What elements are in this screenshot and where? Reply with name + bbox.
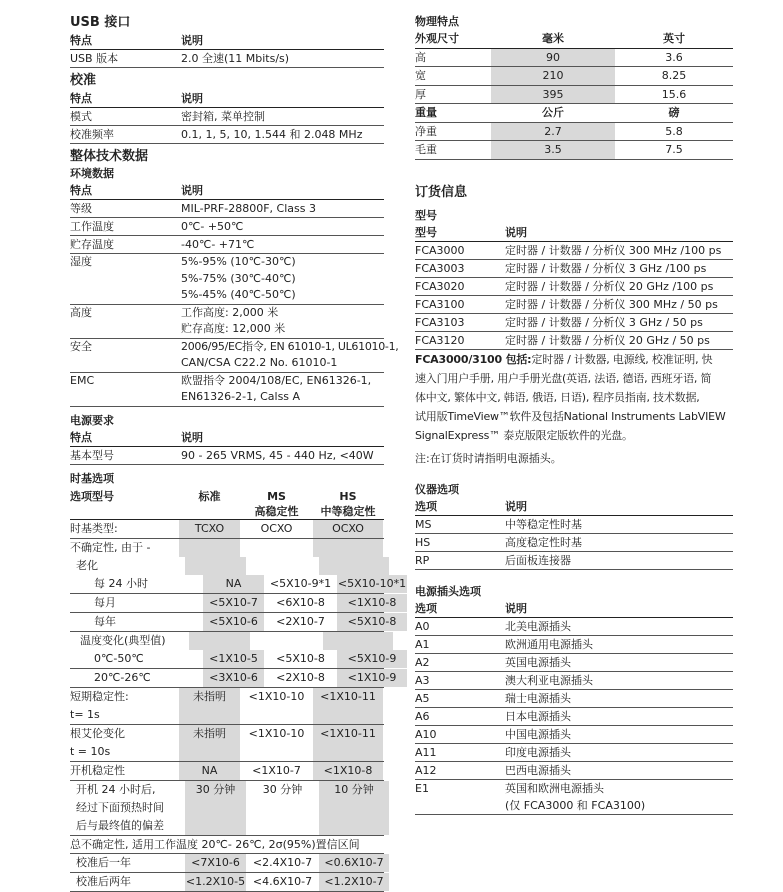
table-row: A3 澳大利亚电源插头 [415,672,733,690]
table-row: 不确定性, 由于 - [70,539,384,557]
table-row: 高 90 3.6 [415,49,733,68]
tech-title: 整体技术数据 [70,149,149,164]
table-row: 校准频率 0.1, 1, 5, 10, 1.544 和 2.048 MHz [70,126,384,144]
left-column [70,10,407,892]
order-title: 订货信息 [415,184,468,200]
cal-title: 校准 [70,73,97,88]
table-row: HS 高度稳定性时基 [415,534,733,552]
model-subtitle: 型号 [415,208,437,222]
weight-rows [415,123,733,160]
table-row: 等级 MIL-PRF-28800F, Class 3 [70,200,384,218]
table-row: A1 欧洲通用电源插头 [415,636,733,654]
table-row: 校准后两年 <1.2X10-5 <4.6X10-7 <1.2X10-7 [70,873,384,892]
table-row: 老化 [70,557,384,575]
table-row: 基本型号 90 - 265 VRMS, 45 - 440 Hz, <40W [70,447,384,465]
table-row: FCA3100 定时器 / 计数器 / 分析仪 300 MHz / 50 ps [415,296,733,314]
usb-title: USB 接口 [70,15,131,30]
table-row: 开机稳定性 NA <1X10-7 <1X10-8 [70,762,384,781]
table-row: FCA3103 定时器 / 计数器 / 分析仪 3 GHz / 50 ps [415,314,733,332]
table-row: 厚 395 15.6 [415,86,733,105]
table-row: 模式 密封箱, 菜单控制 [70,108,384,126]
table-row: 贮存温度 -40℃- +71℃ [70,236,384,254]
table-row: A2 英国电源插头 [415,654,733,672]
included-items: FCA3000/3100 包括:定时器 / 计数器, 电源线, 校准证明, 快 速入门用户手册, 用户手册光盘(英语, 法语, 德语, 西班牙语, 简 体中文, 繁体中文, 韩语, 俄语, 日语), 程序员指南, 技术数据, 试用版TimeView™软件及包括National Instruments LabVIEW SignalExpress™ 泰克版限定版软件的光盘。 [415,352,726,442]
table-row: 每年 <5X10-6 <2X10-7 <5X10-8 [70,613,384,632]
table-row: A5 瑞士电源插头 [415,690,733,708]
plug-header: 选项 说明 [415,600,733,618]
order-note: 注:在订货时请指明电源插头。 [415,451,562,465]
phys-rows [415,49,733,105]
instr-rows [415,516,733,570]
table-row: 根艾伦变化 未指明 <1X10-10 <1X10-11 [70,725,384,743]
usb-header: 特点 说明 [70,32,384,50]
table-row: 后与最终值的偏差 [70,817,384,836]
table-row: 校准后一年 <7X10-6 <2.4X10-7 <0.6X10-7 [70,854,384,873]
table-row: FCA3020 定时器 / 计数器 / 分析仪 20 GHz /100 ps [415,278,733,296]
total-uncertainty: 总不确定性, 适用工作温度 20℃- 26℃, 2σ(95%)置信区间 [70,836,384,854]
table-row: t = 10s [70,743,384,762]
timebase-title: 时基选项 [70,471,114,485]
table-row: USB 版本 2.0 全速(11 Mbits/s) [70,50,384,68]
table-row: FCA3000 定时器 / 计数器 / 分析仪 300 MHz /100 ps [415,242,733,260]
table-row: 高度 工作高度: 2,000 米 贮存高度: 12,000 米 [70,305,384,339]
table-row: 短期稳定性: 未指明 <1X10-10 <1X10-11 [70,688,384,706]
timebase-rows [70,520,407,836]
table-row: 经过下面预热时间 [70,799,384,817]
table-row: MS 中等稳定性时基 [415,516,733,534]
table-row: EMC 欧盟指令 2004/108/EC, EN61326-1, EN61326-2-1, Calss A [70,373,384,407]
table-row: 20℃-26℃ <3X10-6 <2X10-8 <1X10-9 [70,669,384,688]
right-column [415,10,733,815]
phys-title: 物理特点 [415,15,459,28]
plug-title: 电源插头选项 [415,584,481,598]
table-row: 安全 2006/95/EC指令, EN 61010-1, UL61010-1, CAN/CSA C22.2 No. 61010-1 [70,339,384,373]
table-row: 宽 210 8.25 [415,67,733,86]
order-header: 型号 说明 [415,224,733,242]
phys-header: 外观尺寸 毫米 英寸 [415,30,733,49]
table-row: t= 1s [70,706,384,725]
table-row: A10 中国电源插头 [415,726,733,744]
env-subtitle: 环境数据 [70,167,114,180]
table-row: A6 日本电源插头 [415,708,733,726]
table-row: 每 24 小时 NA <5X10-9*1 <5X10-10*1 [70,575,384,594]
table-row: 毛重 3.5 7.5 [415,141,733,160]
table-row: 0℃-50℃ <1X10-5 <5X10-8 <5X10-9 [70,650,384,669]
table-row: A12 巴西电源插头 [415,762,733,780]
table-row: FCA3120 定时器 / 计数器 / 分析仪 20 GHz / 50 ps [415,332,733,350]
plug-rows [415,618,733,780]
cal-header: 特点 说明 [70,90,384,108]
table-row: 开机 24 小时后, 30 分钟 30 分钟 10 分钟 [70,781,384,799]
power-header: 特点 说明 [70,429,384,447]
table-row: 时基类型: TCXO OCXO OCXO [70,520,384,539]
table-row: 温度变化(典型值) [70,632,384,650]
power-title: 电源要求 [70,413,114,427]
order-rows [415,242,733,350]
instr-title: 仪器选项 [415,482,459,496]
table-row: E1 英国和欧洲电源插头 (仅 FCA3000 和 FCA3100) [415,780,733,815]
table-row: 净重 2.7 5.8 [415,123,733,142]
table-row: RP 后面板连接器 [415,552,733,570]
timebase-rows-2 [70,854,384,892]
table-row: A0 北美电源插头 [415,618,733,636]
timebase-header: 选项型号 标准 MS 高稳定性 HS 中等稳定性 [70,487,384,520]
table-row: FCA3003 定时器 / 计数器 / 分析仪 3 GHz /100 ps [415,260,733,278]
table-row: 湿度 5%-95% (10℃-30℃) 5%-75% (30℃-40℃) 5%-45% (40℃-50℃) [70,254,384,305]
table-row: 工作温度 0℃- +50℃ [70,218,384,236]
table-row: A11 印度电源插头 [415,744,733,762]
weight-header: 重量 公斤 磅 [415,104,733,123]
instr-header: 选项 说明 [415,498,733,516]
env-header: 特点 说明 [70,182,384,200]
table-row: 每月 <5X10-7 <6X10-8 <1X10-8 [70,594,384,613]
